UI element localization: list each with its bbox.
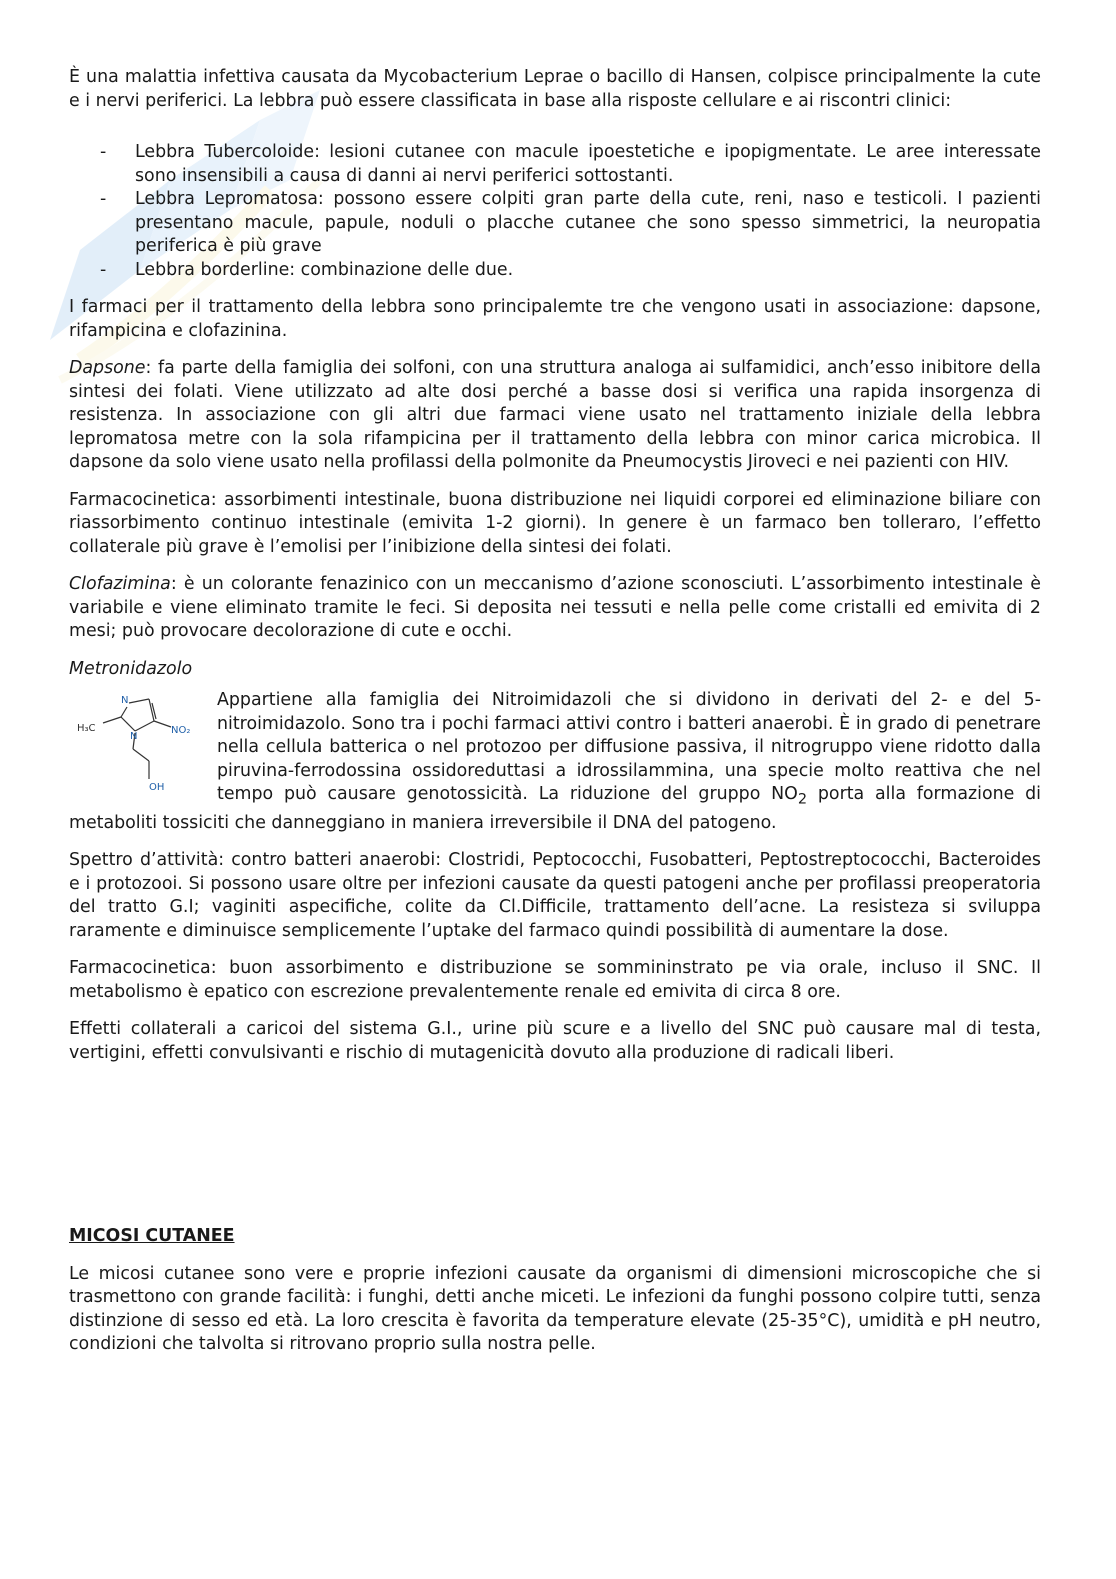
molecule-n-top: N bbox=[121, 695, 129, 706]
dapsone-paragraph bbox=[69, 357, 1041, 475]
list-item-text: Lebbra Tubercoloide: lesioni cutanee con macule ipoestetiche e ipopigmentate. Le aree interessate sono insensibili a causa di danni ai nervi periferici sottostanti. bbox=[135, 142, 1041, 186]
list-dash: - bbox=[100, 259, 107, 280]
list-item bbox=[69, 259, 1041, 283]
list-item-text: Lebbra Lepromatosa: possono essere colpiti gran parte della cute, reni, naso e testicoli. I pazienti presentano macule, papule, noduli o placche cutanee che sono spesso simmetrici, la neuropatia periferica è più grave bbox=[135, 189, 1041, 256]
metronidazolo-side-effects: Effetti collaterali a caricoi del sistema G.I., urine più scure e a livello del SNC può causare mal di testa, vertigini, effetti convulsivanti e rischio di mutagenicità dovuto alla produzione di radicali liberi. bbox=[69, 1019, 1041, 1063]
drugs-intro: I farmaci per il trattamento della lebbra sono principalemte tre che vengono usati in associazione: dapsone, rifampicina e clofazinina. bbox=[69, 297, 1041, 341]
list-dash: - bbox=[100, 189, 107, 209]
clofazimina-label: Clofazimina bbox=[69, 574, 171, 594]
metronidazolo-description bbox=[69, 689, 1041, 835]
clofazimina-text: : è un colorante fenazinico con un meccanismo d’azione sconosciuti. L’assorbimento intestinale è variabile e viene eliminato tramite le feci. Si deposita nei tessuti e nella pelle come cristalli ed emivita di 2 mesi; può provocare decolorazione di cute e occhi. bbox=[69, 574, 1041, 641]
blank-space bbox=[69, 1079, 1041, 1225]
molecule-n-ring: N bbox=[130, 731, 138, 742]
micosi-heading: MICOSI CUTANEE bbox=[69, 1226, 235, 1247]
dapsone-text: : fa parte della famiglia dei solfoni, con una struttura analoga ai sulfamidici, anch’esso inibitore della sintesi dei folati. Viene utilizzato ad alte dosi perché a basse dosi si verifica una rapida insorgenza di resistenza. In associazione con gli altri due farmaci viene usato nel trattamento iniziale della lebbra lepromatosa metre con la sola rifampicina per il trattamento della lebbra con minor carica microbica. Il dapsone da solo viene usato nella profilassi della polmonite da Pneumocystis Jiroveci e nei pazienti con HIV. bbox=[69, 358, 1041, 472]
molecule-no2: NO₂ bbox=[171, 725, 191, 736]
metronidazolo-text-a: Appartiene alla famiglia dei Nitroimidazoli che si dividono in derivati del 2- e del 5-nitroimidazolo. Sono tra i pochi farmaci attivi contro i batteri anaerobi. È in grado di penetrare nella cellula batterica o nel protozoo per diffusione passiva, il nitrogruppo viene ridotto dalla piruvina-ferrodossina ossidoreduttasi a idrossilammina, una specie molto reattiva che nel tempo può causare genotossicità. La riduzione del gruppo NO bbox=[217, 690, 1041, 804]
leprosy-intro: È una malattia infettiva causata da Mycobacterium Leprae o bacillo di Hansen, colpisce principalmente la cute e i nervi periferici. La lebbra può essere classificata in base alla risposte cellulare e ai riscontri clinici: bbox=[69, 67, 1041, 111]
micosi-paragraph: Le micosi cutanee sono vere e proprie infezioni causate da organismi di dimensioni microscopiche che si trasmettono con grande facilità: i funghi, detti anche miceti. Le infezioni da funghi possono colpire tutti, senza distinzione di sesso ed età. La loro crescita è favorita da temperature elevate (25-35°C), umidità e pH neutro, condizioni che talvolta si ritrovano proprio sulla nostra pelle. bbox=[69, 1263, 1041, 1355]
metronidazole-structure-image bbox=[69, 689, 207, 795]
dapsone-pharmacokinetics: Farmacocinetica: assorbimenti intestinale, buona distribuzione nei liquidi corporei ed eliminazione biliare con riassorbimento continuo intestinale (emivita 1-2 giorni). In genere è un farmaco ben tolleraro, l’effetto collaterale più grave è l’emolisi per l’inibizione della sintesi dei folati. bbox=[69, 489, 1041, 557]
dapsone-label: Dapsone bbox=[69, 358, 146, 378]
leprosy-types-list bbox=[69, 127, 1041, 282]
list-item bbox=[69, 188, 1041, 259]
metronidazolo-section bbox=[69, 689, 1041, 835]
document-body bbox=[69, 66, 1041, 1371]
metronidazolo-spectrum: Spettro d’attività: contro batteri anaerobi: Clostridi, Peptococchi, Fusobatteri, Peptostreptococchi, Bacteroides e i protozooi. Si possono usare oltre per infezioni causate da questi patogeni anche per profilassi preoperatoria del tratto G.I; vaginiti aspecifiche, colite da Cl.Difficile, trattamento dell’acne. La resisteza si sviluppa raramente e diminuisce semplicemente l’uptake del farmaco quindi possibilità di aumentare la dose. bbox=[69, 850, 1041, 941]
list-item-text: Lebbra borderline: combinazione delle due. bbox=[135, 259, 514, 280]
metronidazolo-text-b: porta alla formazione di metaboliti tossiciti che danneggiano in maniera irreversibile il DNA del patogeno. bbox=[69, 784, 1041, 833]
list-dash: - bbox=[100, 142, 107, 162]
metronidazolo-title: Metronidazolo bbox=[69, 658, 193, 679]
list-item bbox=[69, 141, 1041, 188]
metronidazolo-pharmacokinetics: Farmacocinetica: buon assorbimento e distribuzione se sommininstrato pe via orale, incluso il SNC. Il metabolismo è epatico con escrezione prevalentemente renale ed emivita di circa 8 ore. bbox=[69, 958, 1041, 1002]
clofazimina-paragraph bbox=[69, 573, 1041, 644]
molecule-oh: OH bbox=[149, 782, 165, 793]
molecule-ch3: H₃C bbox=[77, 723, 96, 734]
no2-subscript: 2 bbox=[797, 791, 808, 808]
